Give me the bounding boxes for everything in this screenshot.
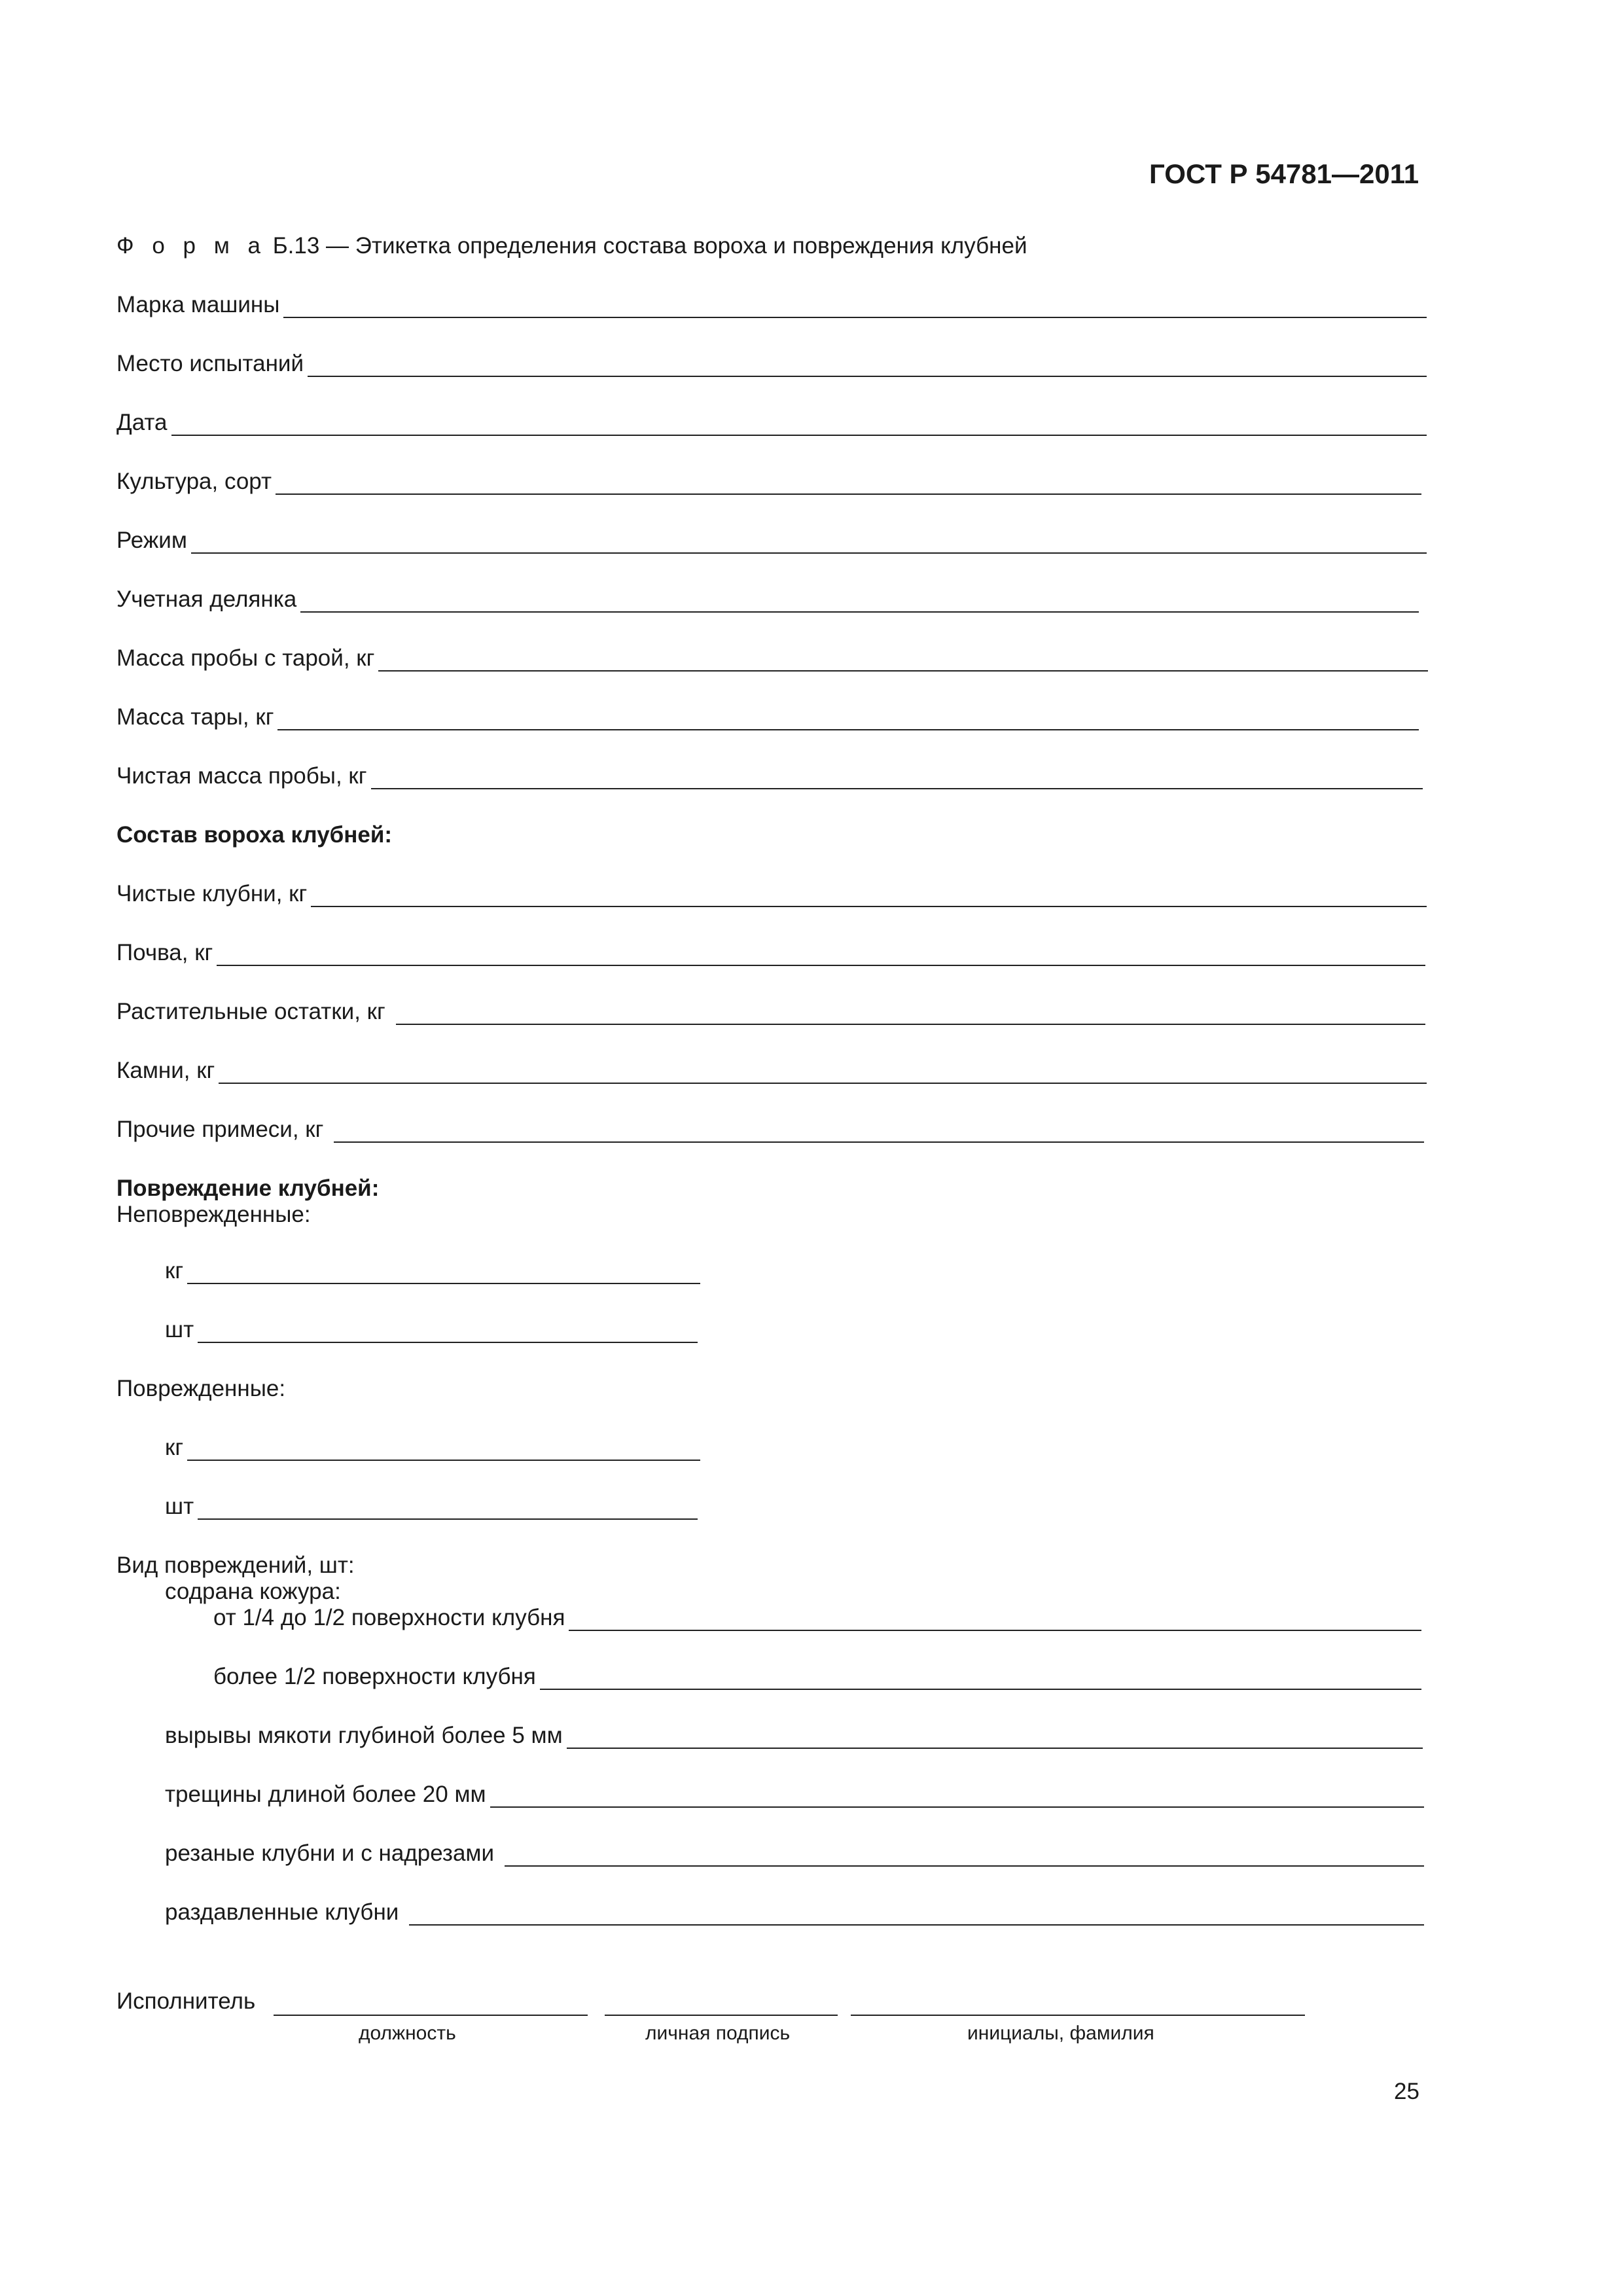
field-label: Почва, кг <box>116 940 213 965</box>
fill-line[interactable] <box>187 1437 700 1461</box>
fill-line[interactable] <box>300 589 1419 613</box>
fill-line[interactable] <box>505 1843 1424 1867</box>
field-sample-mass-with-tare[interactable] <box>116 645 1428 672</box>
field-undamaged-kg[interactable] <box>165 1258 700 1284</box>
fill-line[interactable] <box>191 530 1427 554</box>
field-plant-residues[interactable] <box>116 999 1425 1025</box>
fill-line[interactable] <box>219 1060 1427 1084</box>
field-label: Растительные остатки, кг <box>116 999 385 1024</box>
fill-line[interactable] <box>311 884 1427 907</box>
field-peel-over-half[interactable] <box>213 1664 1421 1690</box>
name-caption: инициалы, фамилия <box>967 2022 1154 2044</box>
fill-line[interactable] <box>308 353 1427 377</box>
standard-id: ГОСТ Р 54781—2011 <box>1149 158 1419 189</box>
fill-line[interactable] <box>217 942 1425 966</box>
fill-line[interactable] <box>378 648 1428 672</box>
field-label: Учетная делянка <box>116 586 297 612</box>
field-other-impurities[interactable] <box>116 1117 1424 1143</box>
position-caption: должность <box>359 2022 456 2044</box>
field-label: кг <box>165 1435 184 1460</box>
field-flesh-tears[interactable] <box>165 1723 1423 1749</box>
fill-line[interactable] <box>187 1261 700 1284</box>
field-label: Чистая масса пробы, кг <box>116 763 367 789</box>
fill-line[interactable] <box>198 1319 698 1343</box>
fill-line[interactable] <box>396 1001 1425 1025</box>
signature-line[interactable] <box>605 2013 838 2016</box>
fill-line[interactable] <box>540 1666 1421 1690</box>
fill-line[interactable] <box>283 295 1427 318</box>
damaged-label: Поврежденные: <box>116 1376 286 1401</box>
field-label: раздавленные клубни <box>165 1899 399 1925</box>
field-crushed-tubers[interactable] <box>165 1899 1424 1926</box>
fill-line[interactable] <box>409 1902 1424 1926</box>
field-label: резаные клубни и с надрезами <box>165 1840 495 1866</box>
signature-label: Исполнитель <box>116 1988 256 2014</box>
signature-caption: личная подпись <box>645 2022 791 2044</box>
field-undamaged-pcs[interactable] <box>165 1317 698 1343</box>
form-title-prefix: Ф о р м а <box>116 233 266 259</box>
field-date[interactable] <box>116 410 1427 436</box>
field-label: Дата <box>116 410 168 435</box>
field-plot[interactable] <box>116 586 1419 613</box>
damage-types-label: Вид повреждений, шт: <box>116 1552 355 1578</box>
field-clean-tubers[interactable] <box>116 881 1427 907</box>
field-label: более 1/2 поверхности клубня <box>213 1664 536 1689</box>
fill-line[interactable] <box>276 471 1421 495</box>
field-net-sample-mass[interactable] <box>116 763 1423 789</box>
undamaged-label: Неповрежденные: <box>116 1202 311 1227</box>
field-cut-tubers[interactable] <box>165 1840 1424 1867</box>
field-label: Камни, кг <box>116 1058 215 1083</box>
field-machine-brand[interactable] <box>116 292 1427 318</box>
peel-label: содрана кожура: <box>165 1579 341 1604</box>
field-tare-mass[interactable] <box>116 704 1419 730</box>
field-damaged-pcs[interactable] <box>165 1494 698 1520</box>
fill-line[interactable] <box>569 1607 1421 1631</box>
signature-name-line[interactable] <box>851 2013 1305 2016</box>
field-crop-variety[interactable] <box>116 469 1421 495</box>
form-title-text: Б.13 — Этикетка определения состава вороха и повреждения клубней <box>272 233 1027 259</box>
field-label: шт <box>165 1494 194 1519</box>
fill-line[interactable] <box>171 412 1427 436</box>
fill-line[interactable] <box>277 707 1419 730</box>
field-stones[interactable] <box>116 1058 1427 1084</box>
field-mode[interactable] <box>116 528 1427 554</box>
field-peel-quarter-half[interactable] <box>213 1605 1421 1631</box>
field-label: шт <box>165 1317 194 1342</box>
field-label: Место испытаний <box>116 351 304 376</box>
heap-section-heading: Состав вороха клубней: <box>116 822 393 848</box>
field-label: Режим <box>116 528 187 553</box>
field-soil[interactable] <box>116 940 1425 966</box>
field-label: кг <box>165 1258 184 1283</box>
fill-line[interactable] <box>334 1119 1424 1143</box>
form-title <box>116 233 1027 259</box>
field-label: Прочие примеси, кг <box>116 1117 324 1142</box>
field-label: Культура, сорт <box>116 469 272 494</box>
field-label: Масса пробы с тарой, кг <box>116 645 375 671</box>
field-cracks[interactable] <box>165 1782 1424 1808</box>
field-label: трещины длиной более 20 мм <box>165 1782 486 1807</box>
field-label: вырывы мякоти глубиной более 5 мм <box>165 1723 563 1748</box>
field-label: Чистые клубни, кг <box>116 881 308 906</box>
fill-line[interactable] <box>371 766 1423 789</box>
field-test-location[interactable] <box>116 351 1427 377</box>
fill-line[interactable] <box>490 1784 1424 1808</box>
field-label: от 1/4 до 1/2 поверхности клубня <box>213 1605 565 1630</box>
page-number: 25 <box>1394 2079 1419 2104</box>
field-label: Масса тары, кг <box>116 704 274 730</box>
signature-position-line[interactable] <box>274 2013 588 2016</box>
field-label: Марка машины <box>116 292 280 317</box>
damage-section-heading: Повреждение клубней: <box>116 1175 380 1201</box>
fill-line[interactable] <box>567 1725 1423 1749</box>
fill-line[interactable] <box>198 1496 698 1520</box>
field-damaged-kg[interactable] <box>165 1435 700 1461</box>
